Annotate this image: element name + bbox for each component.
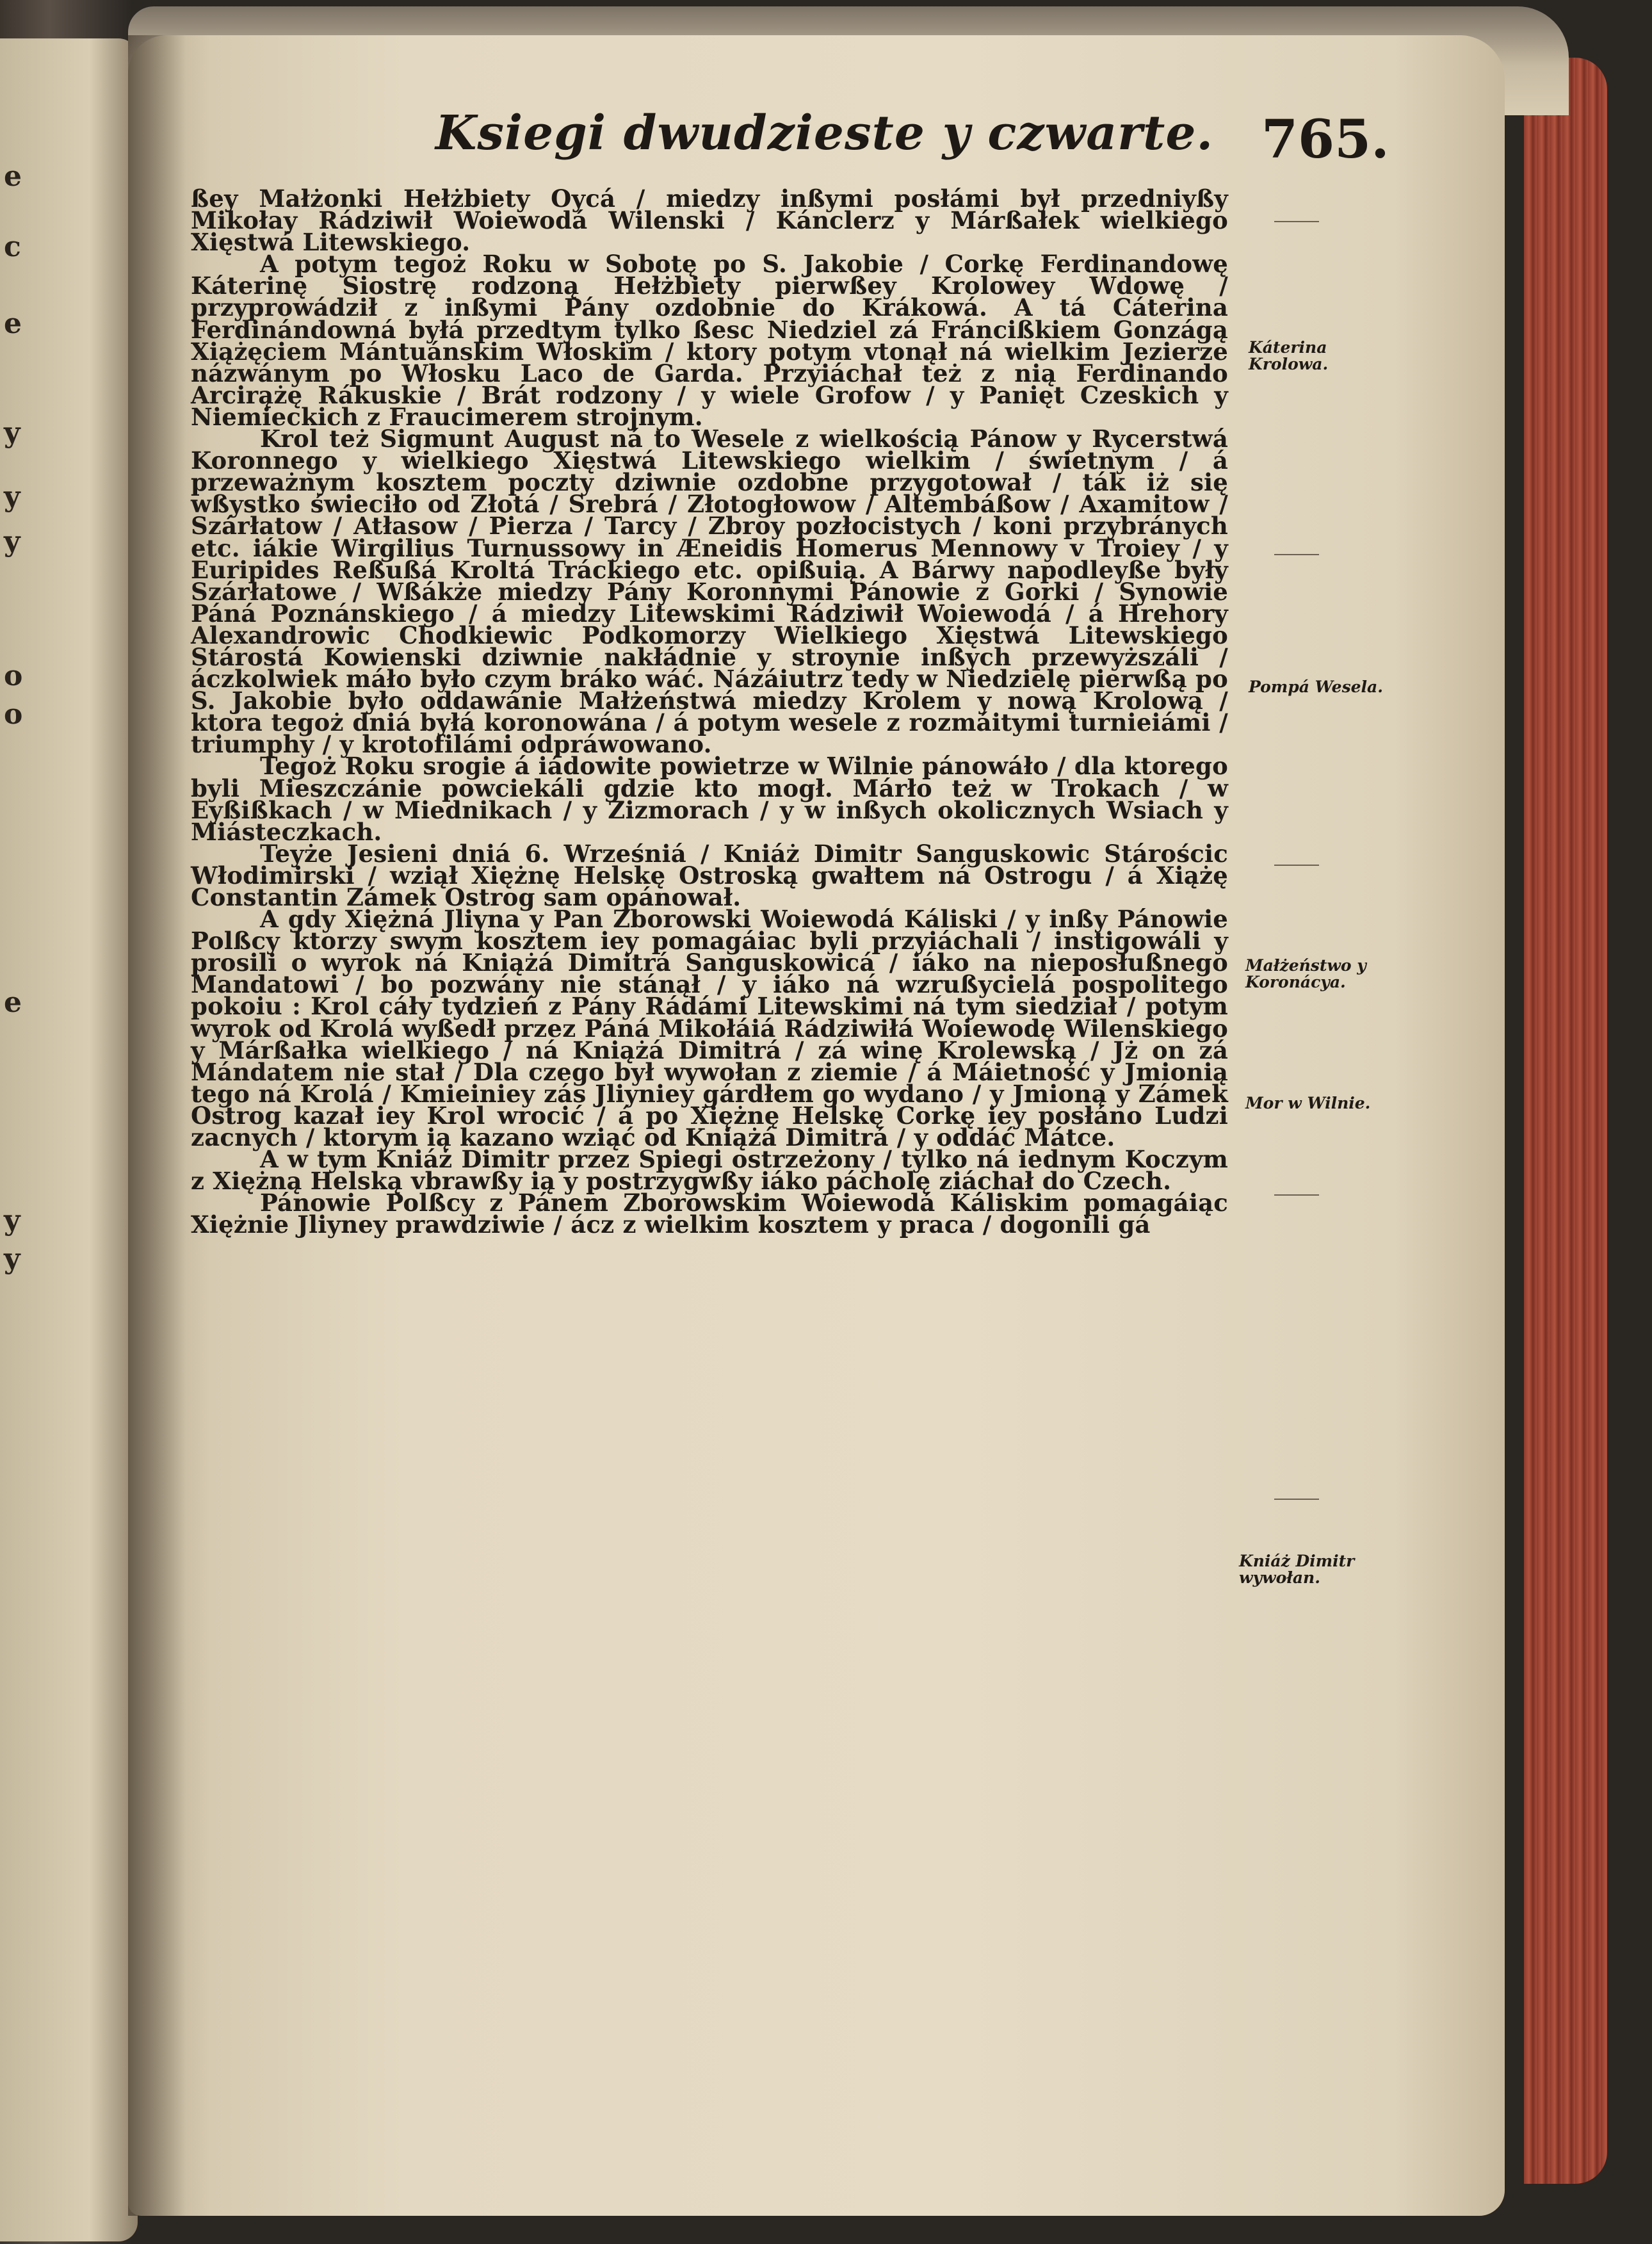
paragraph: ßey Małżonki Hełżbiety Oycá / miedzy inßymi posłámi był przedniyßy Mikołay Rádziwił Woiewodá Wilenski / Kánclerz y Márßałek wielkiego Xięstwá Litewskiego. [191, 184, 1228, 257]
margin-rule [1274, 1194, 1319, 1196]
paragraph: Pánowie Polßcy z Pánem Zborowskim Woiewodá Káliskim pomagáiąc Xiężnie Jliyney prawdziwie / ácz z wielkim kosztem y praca / dogonili gá [191, 1189, 1228, 1239]
left-page-fragment [0, 38, 138, 2241]
paragraph: Krol też Sigmunt August ná to Wesele z wielkością Pánow y Rycerstwá Koronnego y wielkiego Xięstwá Litewskiego wielkim / świetnym / á przeważnym kosztem poczty dziwnie ozdobne przygotował / ták iż się wßystko świeciło od Złotá / Srebrá / Złotogłowow / Altembáßow / Axamitow / Szárłatow / Atłasow / Pierza / Tarcy / Zbroy pozłocistych / koni przybránych etc. iákie Wirgilius Turnussowy in Æneidis Homerus Mennowy v Troiey / y Euripides Reßußá Kroltá Tráckiego etc. opißuią. A Bárwy napodleyße były Szárłatowe / Wßákże miedzy Pány Koronnymi Pánowie z Gorki / Synowie Páná Poznánskiego / á miedzy Litewskimi Rádziwił Woiewodá / á Hrehory Alexandrowic Chodkiewic Podkomorzy Wielkiego Xięstwá Litewskiego Stárostá Kowienski dziwnie nakłádnie y stroynie inßych przewyższáli / áczkolwiek máło było czym bráko wáć. Názáiutrz tedy w Niedzielę pierwßą po S. Jakobie było oddawánie Małżeństwá miedzy Krolem y nową Krolową / ktora tegoż dniá byłá koronowána / á potym wesele z rozmáitymi turnieiámi / triumphy / y krotofilámi odpráwowano. [191, 425, 1228, 759]
left-page-letter: o [4, 698, 23, 731]
left-page-letter: y [4, 480, 20, 513]
page-number: 765. [1261, 109, 1389, 170]
red-page-edges [1524, 58, 1607, 2184]
margin-rule [1274, 865, 1319, 866]
left-page-letter: e [4, 986, 22, 1019]
paragraph: A w tym Kniáż Dimitr przez Spiegi ostrzeżony / tylko ná iednym Koczym z Xiężną Helską vbrawßy ią y postrzygwßy iáko pácholę ziáchał do Czech. [191, 1145, 1228, 1196]
margin-note: Małżeństwo y Koronácya. [1245, 956, 1366, 991]
left-page-letter: y [4, 1242, 20, 1275]
left-page-letter: e [4, 307, 22, 340]
left-page-letter: y [4, 416, 20, 449]
margin-note: Mor w Wilnie. [1245, 1094, 1371, 1112]
left-page-letter: y [4, 1204, 20, 1237]
margin-note: Kniáż Dimitr wywołan. [1239, 1552, 1355, 1587]
margin-note: Káterina Krolowa. [1249, 338, 1329, 373]
left-page-letter: e [4, 160, 22, 193]
left-page-letter: c [4, 231, 21, 263]
running-title: Ksiegi dwudzieste y czwarte. [435, 106, 1214, 161]
paragraph: Tegoż Roku srogie á iádowite powietrze w Wilnie pánowáło / dla ktorego byli Mieszczánie powciekáli gdzie kto mogł. Márło też w Trokach / w Eyßißkach / w Miednikach / y Zizmorach / y w inßych okolicznych Wsiach y Miásteczkach. [191, 752, 1228, 846]
paragraph: Teyże Jesieni dniá 6. Wrześniá / Kniáż Dimitr Sanguskowic Stárościc Włodimirski / wziął Xiężnę Helskę Ostroską gwałtem ná Ostrogu / á Xiążę Constantin Zámek Ostrog sam opánował. [191, 839, 1228, 911]
left-page-letter: y [4, 525, 20, 558]
margin-note: Pompá Wesela. [1249, 678, 1383, 696]
margin-rule [1274, 1499, 1319, 1500]
gutter-shadow [128, 35, 186, 2216]
paragraph: A potym tegoż Roku w Sobotę po S. Jakobie / Corkę Ferdinandowę Káterinę Siostrę rodzoną Hełżbiety pierwßey Krolowey Wdowę / przyprowádził z inßymi Pány ozdobnie do Krákowá. A tá Cáterina Ferdinándowná byłá przedtym tylko ßesc Niedziel zá Fráncißkiem Gonzágą Xiążęciem Mántuánskim Włoskim / ktory potym vtonął ná wielkim Jezierze názwánym po Włosku Laco de Garda. Przyiáchał też z nią Ferdinando Arcirążę Rákuskie / Brát rodzony / y wiele Grofow / y Panięt Czeskich y Niemieckich z Fraucimerem strojnym. [191, 250, 1228, 431]
left-page-letter: o [4, 660, 23, 692]
margin-rule [1274, 221, 1319, 222]
paragraph: A gdy Xiężná Jliyna y Pan Zborowski Woiewodá Káliski / y inßy Pánowie Polßcy ktorzy swym kosztem iey pomagáiac byli przyiáchali / instigowáli y prosili o wyrok ná Kniążá Dimitrá Sanguskowicá / iáko na nieposłußnego Mandatowi / bo pozwány nie stánął / y iáko ná wzrußycielá pospolitego pokoiu : Krol cáły tydzień z Pány Rádámi Litewskimi ná tym siedział / potym wyrok od Krolá wyßedł przez Páná Mikołáiá Rádziwiłá Woiewodę Wilenskiego y Márßałka wielkiego / ná Kniążá Dimitrá / zá winę Krolewską / Jż on zá Mándatem nie stał / Dla czego był wywołan z ziemie / á Máietność y Jmionią tego ná Krolá / Kmieiniey zás Jliyniey gárdłem go wydano / y Jmioną y Zámek Ostrog kazał iey Krol wrocić / á po Xiężnę Helskę Corkę iey posłáno Ludzi zacnych / ktorym ią kazano wziąć od Kniążá Dimitrá / y oddáć Mátce. [191, 905, 1228, 1152]
margin-rule [1274, 554, 1319, 555]
page-body-text [191, 184, 1228, 1239]
